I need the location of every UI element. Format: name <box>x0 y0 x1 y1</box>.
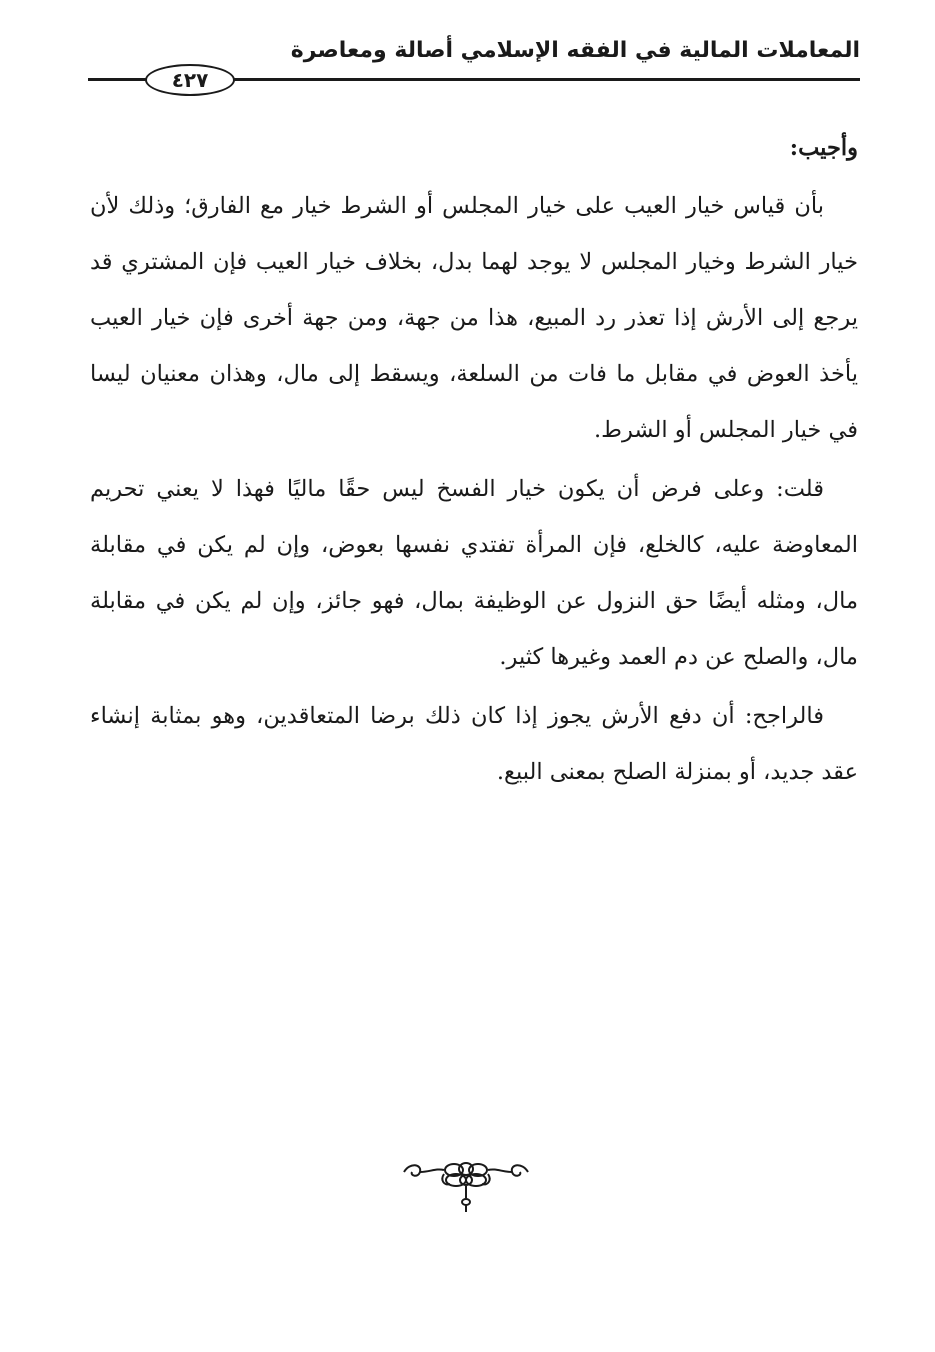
page-body <box>90 120 858 803</box>
decorative-knot-ornament-icon <box>400 1158 532 1218</box>
paragraph-answer: بأن قياس خيار العيب على خيار المجلس أو الشرط خيار مع الفارق؛ وذلك لأن خيار الشرط وخيار المجلس لا يوجد لهما بدل، بخلاف خيار العيب فإن المشتري قد يرجع إلى الأرش إذا تعذر رد المبيع، هذا من جهة، ومن جهة أخرى فإن خيار العيب يأخذ العوض في مقابل ما فات من السلعة، ويسقط إلى مال، وهذان معنيان ليسا في خيار المجلس أو الشرط. <box>90 193 858 443</box>
page-header <box>88 36 860 96</box>
running-header-title: المعاملات المالية في الفقه الإسلامي أصالة ومعاصرة <box>290 38 860 63</box>
section-heading: وأجيب: <box>789 135 858 161</box>
page-number: ٤٢٧ <box>171 68 209 92</box>
page-number-badge <box>145 64 235 96</box>
paragraph-preferred-view: فالراجح: أن دفع الأرش يجوز إذا كان ذلك برضا المتعاقدين، وهو بمثابة إنشاء عقد جديد، أو بمنزلة الصلح بمعنى البيع. <box>90 703 858 785</box>
paragraph-author-note: قلت: وعلى فرض أن يكون خيار الفسخ ليس حقًا ماليًا فهذا لا يعني تحريم المعاوضة عليه، كالخلع، فإن المرأة تفتدي نفسها بعوض، وإن لم يكن في مقابلة مال، ومثله أيضًا حق النزول عن الوظيفة بمال، فهو جائز، وإن لم يكن في مقابلة مال، والصلح عن دم العمد وغيرها كثير. <box>90 476 858 670</box>
